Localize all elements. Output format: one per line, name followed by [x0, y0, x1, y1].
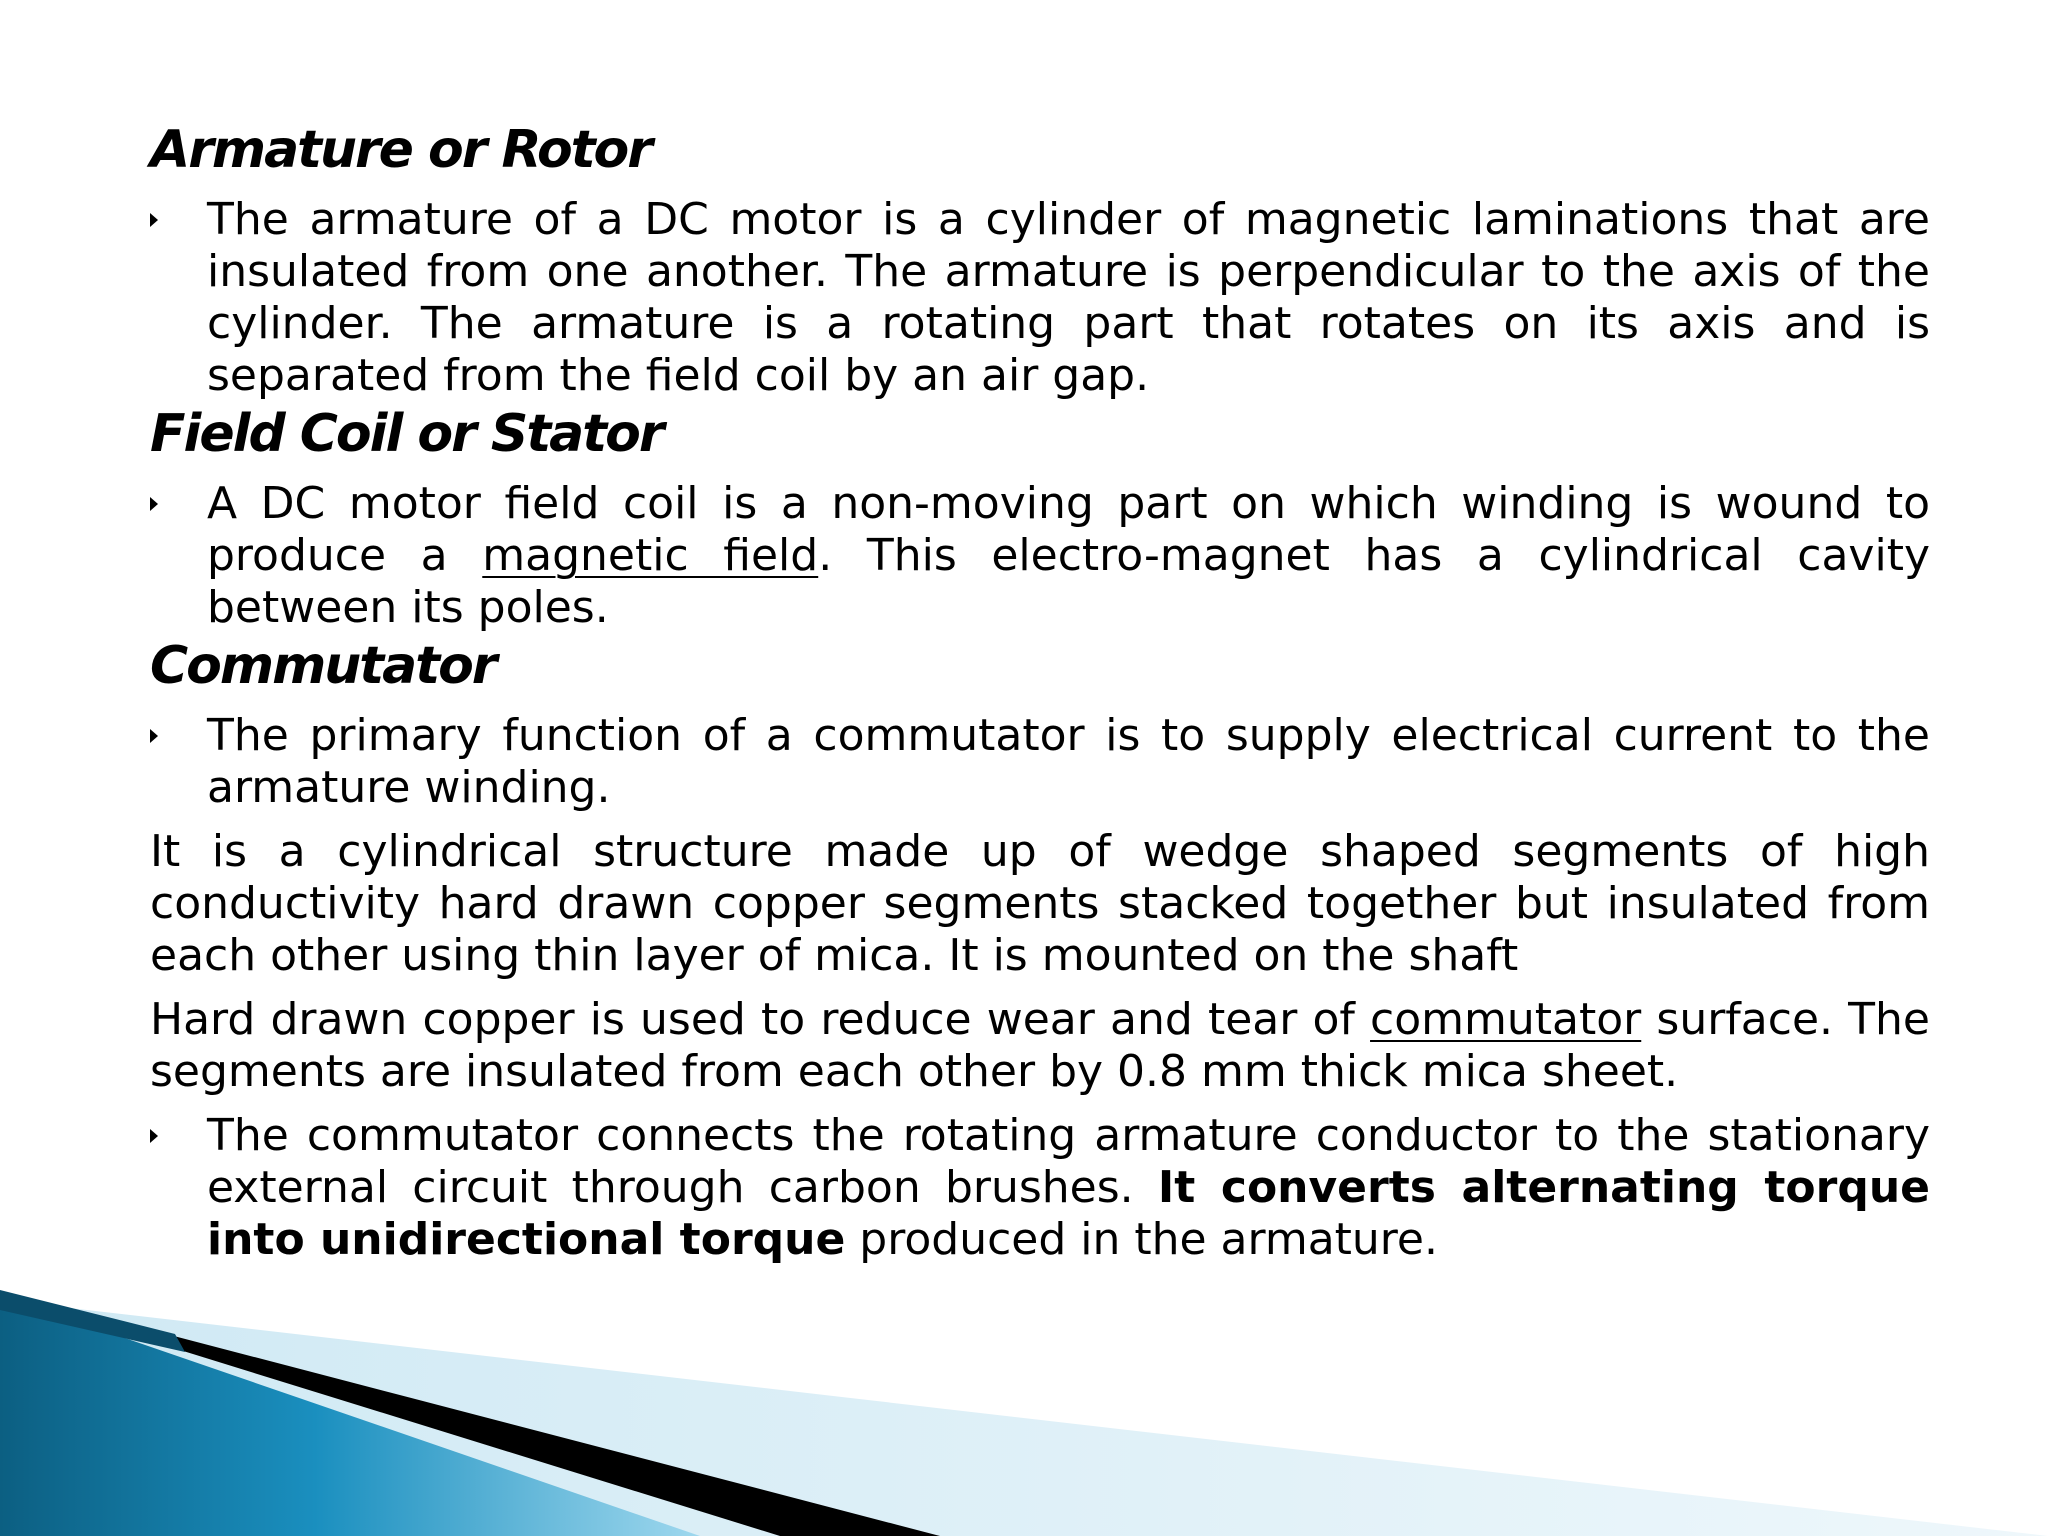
black-swoosh	[170, 1335, 940, 1536]
bullet-arrow-icon	[150, 1129, 158, 1143]
paragraph-commutator-structure: It is a cylindrical structure made up of wedge shaped segments of high conductivity hard drawn copper segments stacked together but insulated from each other using thin layer of mica. It is mounted on the shaft	[150, 826, 1930, 981]
paragraph-hard-drawn-copper-text-b: surface. The segments are insulated from each other by 0.8 mm thick mica sheet.	[150, 994, 1930, 1097]
bullet-commutator-connects-text-a: The commutator connects the rotating armature conductor to the stationary external circuit through carbon brushes.	[207, 1110, 1930, 1213]
commutator-link[interactable]: commutator	[1370, 994, 1642, 1045]
magnetic-field-link[interactable]: magnetic field	[482, 530, 819, 581]
bullet-field-coil	[150, 478, 1930, 634]
bullet-armature-text: The armature of a DC motor is a cylinder of magnetic laminations that are insulated from one another. The armature is perpendicular to the axis of the cylinder. The armature is a rotating part that rotates on its axis and is separated from the field coil by an air gap.	[207, 194, 1930, 401]
bullet-commutator-connects-text-b: produced in the armature.	[845, 1214, 1438, 1265]
bullet-arrow-icon	[150, 729, 158, 743]
heading-armature: Armature or Rotor	[150, 120, 651, 180]
bullet-commutator-connects	[150, 1110, 1930, 1266]
blue-swoosh	[0, 1295, 700, 1536]
bullet-arrow-icon	[150, 213, 158, 227]
paragraph-hard-drawn-copper-text-a: Hard drawn copper is used to reduce wear and tear of	[150, 994, 1371, 1045]
bullet-armature	[150, 194, 1930, 402]
bullet-field-coil-text-a: A DC motor field coil is a non-moving part on which winding is wound to produce a	[207, 478, 1930, 581]
bullet-commutator-connects-bold: It converts alternating torque into unidirectional torque	[207, 1162, 1930, 1265]
light-blue-swoosh	[0, 1300, 2048, 1536]
dark-blue-swoosh	[0, 1290, 185, 1352]
heading-commutator: Commutator	[150, 636, 496, 696]
bullet-field-coil-text-b: . This electro-magnet has a cylindrical cavity between its poles.	[207, 530, 1930, 633]
bullet-arrow-icon	[150, 497, 158, 511]
bullet-commutator-function-text: The primary function of a commutator is to supply electrical current to the armature winding.	[207, 710, 1930, 813]
paragraph-hard-drawn-copper	[150, 994, 1930, 1098]
heading-field-coil: Field Coil or Stator	[150, 404, 663, 464]
slide-content	[150, 118, 1930, 1266]
bullet-commutator-function	[150, 710, 1930, 814]
